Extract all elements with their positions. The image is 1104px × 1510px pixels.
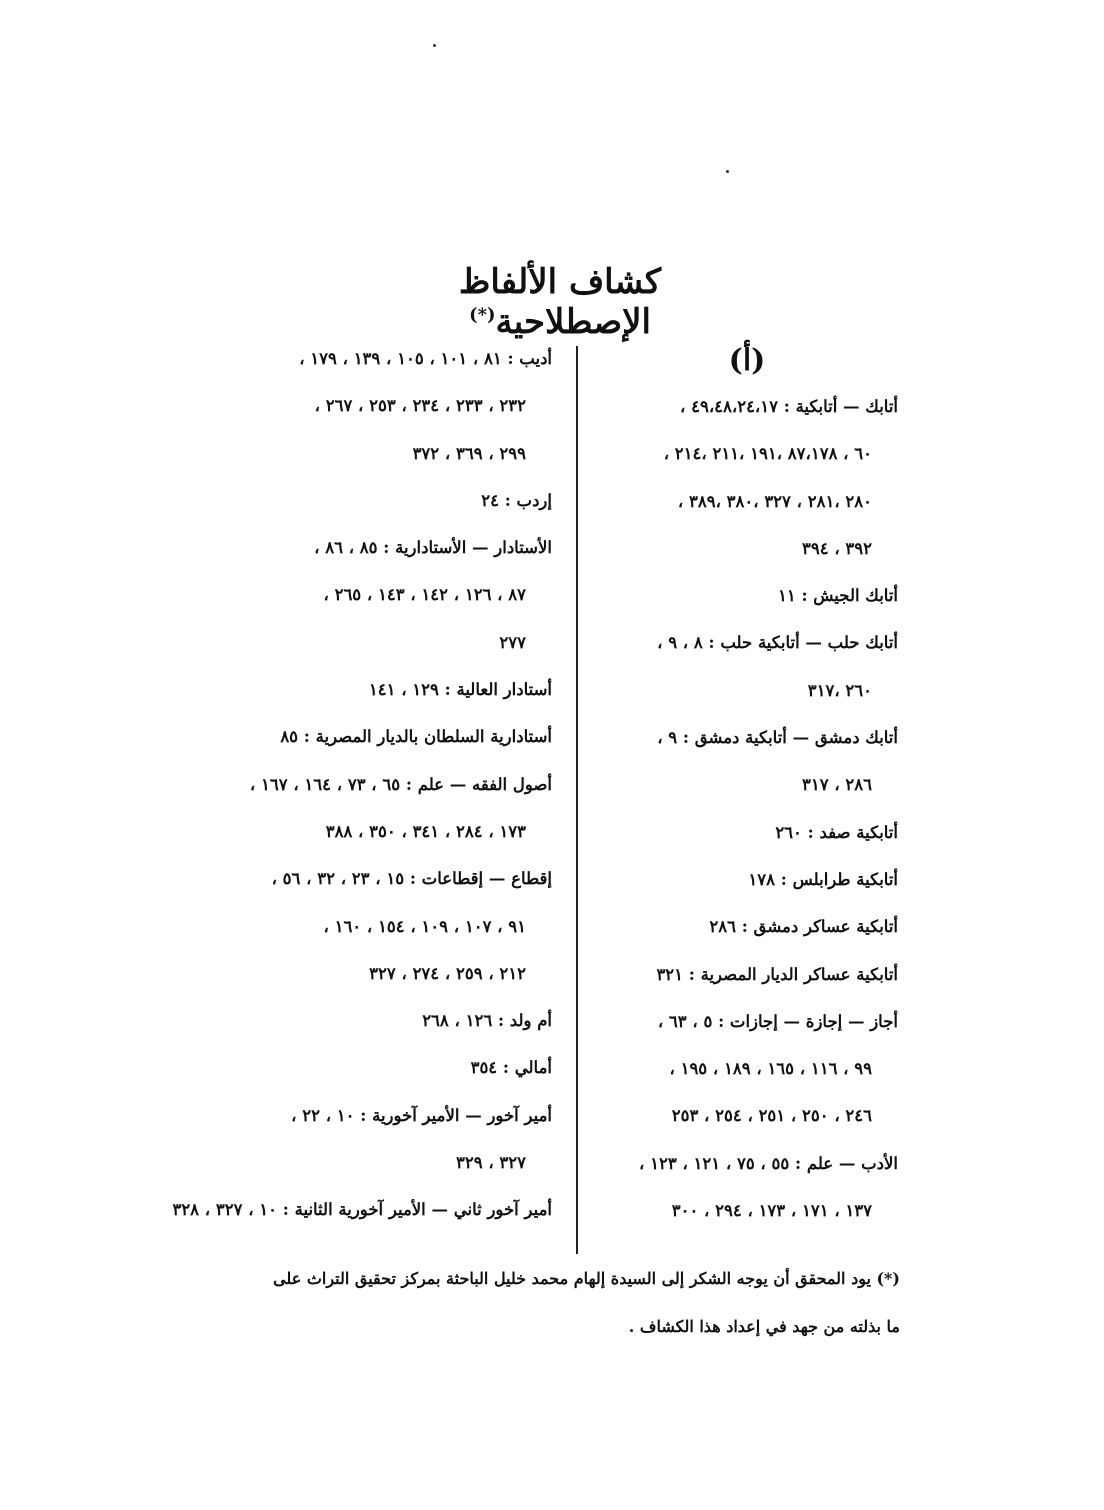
index-entry-line [240, 1103, 552, 1150]
index-entry-line [596, 820, 898, 867]
index-term: أتابكية طرابلس : [780, 869, 898, 889]
index-term: أمالي : [502, 1058, 552, 1078]
index-entry-line [596, 867, 898, 914]
index-entry-line [596, 630, 898, 677]
index-term: أستادار العالية : [444, 680, 552, 700]
index-page-refs: ١٣٧ ، ١٧١ ، ١٧٣ ، ٢٩٤ ، ٣٠٠ [671, 1201, 872, 1221]
index-term: أتابك — أتابكية : [783, 397, 898, 416]
index-page-refs: ٢٦٠ ،٣١٧ [807, 680, 872, 700]
index-page-refs: ١٧٨ [748, 869, 776, 889]
index-page-refs: ١٧٣ ، ٢٨٤ ، ٣٤١ ، ٣٥٠ ، ٣٨٨ [325, 821, 526, 841]
scan-speck [726, 170, 729, 173]
index-entry-line [596, 772, 898, 819]
index-entry-line [240, 1150, 552, 1197]
index-page-refs: ١٠ ، ٢٢ ، [291, 1105, 355, 1125]
column-divider [576, 346, 578, 1254]
index-entry-line [172, 1197, 552, 1244]
index-entry-line [596, 725, 898, 772]
index-entry-line [240, 724, 552, 771]
index-page-refs: ١٠ ، ٣٢٧ ، ٣٢٨ [172, 1200, 278, 1220]
index-entry-line [596, 441, 898, 488]
index-page-refs: ٥٥ ، ٧٥ ، ١٢١ ، ١٢٣ ، [639, 1153, 790, 1173]
index-entry-line [240, 1055, 552, 1102]
scan-speck [433, 44, 436, 47]
index-entry-line [240, 582, 552, 629]
index-entry-line [240, 346, 552, 393]
index-entry-line [596, 394, 898, 441]
index-entry-line [596, 962, 898, 1009]
index-page-refs: ٨ ، ٩ ، [657, 633, 703, 653]
index-entry-line [240, 535, 552, 582]
index-entry-line [596, 536, 898, 583]
index-page-refs: ٣٥٤ [470, 1058, 498, 1078]
index-term: أمير آخور — الأمير آخورية : [360, 1105, 552, 1125]
footnote [250, 1266, 900, 1362]
index-entry-line [240, 914, 552, 961]
index-page-refs: ١٢٩ ، ١٤١ [368, 680, 439, 700]
index-page-refs: ١٢٦ ، ٢٦٨ [422, 1011, 493, 1031]
index-page-refs: ٨٥ [280, 727, 299, 747]
index-term: أتابكية صفد : [807, 822, 898, 842]
index-page-refs: ١١ [777, 586, 796, 606]
index-page-refs: ٩٩ ، ١١٦ ، ١٦٥ ، ١٨٩ ، ١٩٥ ، [669, 1059, 872, 1079]
footnote-line [250, 1266, 900, 1314]
index-page-refs: ٣٢١ [656, 964, 684, 984]
index-page-refs: ٣٩٢ ، ٣٩٤ [801, 538, 872, 558]
index-page-refs: ١٥ ، ٢٣ ، ٣٢ ، ٥٦ ، [271, 869, 405, 889]
index-entry-line [240, 441, 552, 488]
title-text: كشاف الألفاظ الإصطلاحية [458, 262, 662, 342]
index-entry-line [240, 1008, 552, 1055]
index-page-refs: ٢٨٦ ، ٣١٧ [801, 775, 872, 795]
index-term: أستادارية السلطان بالديار المصرية : [303, 727, 552, 747]
page-title [380, 262, 740, 342]
index-entry-line [596, 1103, 898, 1150]
index-column-right [596, 343, 898, 1245]
index-column-left [172, 346, 552, 1245]
index-term: أتابكية عساكر دمشق : [741, 917, 898, 937]
index-page-refs: ٨١ ، ١٠١ ، ١٠٥ ، ١٣٩ ، ١٧٩ ، [299, 349, 502, 368]
index-term: أتابك الجيش : [801, 586, 898, 606]
index-page-refs: ٩ ، [657, 728, 678, 748]
index-term: إقطاع — إقطاعات : [409, 869, 552, 889]
index-term: أجاز — إجازة — إجازات : [718, 1011, 898, 1031]
index-term: أتابكية عساكر الديار المصرية : [688, 964, 898, 984]
index-page-refs: ٢٧٧ [499, 632, 526, 652]
index-page-refs: ٢٤٦ ، ٢٥٠ ، ٢٥١ ، ٢٥٤ ، ٢٥٣ [671, 1106, 872, 1126]
index-entry-line [240, 772, 552, 819]
index-page-refs: ٨٥ ، ٨٦ ، [314, 538, 378, 558]
index-page-refs: ٥ ، ٦٣ ، [657, 1011, 713, 1031]
index-entry-line [240, 961, 552, 1008]
index-entry-line [240, 866, 552, 913]
index-entry-line [596, 1009, 898, 1056]
index-page-refs: ٤٩،٤٨،٢٤،١٧ ، [680, 397, 778, 416]
index-entry-line [240, 819, 552, 866]
index-page-refs: ٢١٢ ، ٢٥٩ ، ٢٧٤ ، ٣٢٧ [369, 963, 526, 983]
index-entry-line [596, 489, 898, 536]
index-term: أتابك دمشق — أتابكية دمشق : [682, 728, 898, 748]
index-entry-line [596, 1056, 898, 1103]
index-page-refs: ٢٤ [481, 490, 499, 510]
index-term: أتابك حلب — أتابكية حلب : [708, 633, 898, 653]
title-footnote-mark: (*) [469, 304, 496, 326]
index-term: أديب : [507, 349, 552, 368]
index-entry-line [596, 914, 898, 961]
index-page-refs: ٢٨٠ ،٢٨١ ، ٣٢٧ ،٣٨٠ ،٣٨٩ ، [677, 491, 872, 511]
index-page-refs: ٢٨٦ [709, 917, 736, 937]
index-term: أمير آخور ثاني — الأمير آخورية الثانية : [282, 1200, 552, 1220]
index-entry-line [240, 677, 552, 724]
footnote-text-1: يود المحقق أن يوجه الشكر إلى السيدة إلهام محمد خليل الباحثة بمركز تحقيق التراث على [273, 1269, 871, 1288]
index-page-refs: ٣٢٧ ، ٣٢٩ [455, 1153, 526, 1173]
index-page-refs: ٦٠ ، ٨٧،١٧٨ ،١٩١ ،٢١١ ،٢١٤ ، [663, 444, 872, 464]
index-page-refs: ٢٦٠ [775, 822, 802, 842]
index-term: إردب : [504, 490, 552, 510]
index-entry-line [596, 1198, 898, 1245]
index-page-refs: ٢٣٢ ، ٢٣٣ ، ٢٣٤ ، ٢٥٣ ، ٢٦٧ ، [314, 396, 526, 416]
index-entry-line [240, 630, 552, 677]
index-entry-line [596, 1151, 898, 1198]
index-page-refs: ٢٩٩ ، ٣٦٩ ، ٣٧٢ [412, 443, 526, 463]
index-term: أصول الفقه — علم : [405, 774, 552, 794]
index-entry-line [596, 678, 898, 725]
index-term: الأستادار — الأستادارية : [383, 538, 552, 558]
footnote-text-2: ما بذلته من جهد في إعداد هذا الكشاف . [628, 1317, 900, 1336]
section-letter: (أ) [728, 343, 766, 378]
index-page-refs: ٦٥ ، ٧٣ ، ١٦٤ ، ١٦٧ ، [249, 774, 401, 794]
index-entry-line [596, 583, 898, 630]
index-page-refs: ٩١ ، ١٠٧ ، ١٠٩ ، ١٥٤ ، ١٦٠ ، [323, 916, 526, 936]
index-term: الأدب — علم : [795, 1153, 898, 1173]
index-page-refs: ٨٧ ، ١٢٦ ، ١٤٢ ، ١٤٣ ، ٢٦٥ ، [323, 585, 526, 605]
index-term: أم ولد : [497, 1011, 552, 1031]
index-entry-line [240, 393, 552, 440]
index-entry-line [240, 488, 552, 535]
footnote-marker: (*) [876, 1269, 900, 1288]
footnote-line [250, 1314, 900, 1362]
